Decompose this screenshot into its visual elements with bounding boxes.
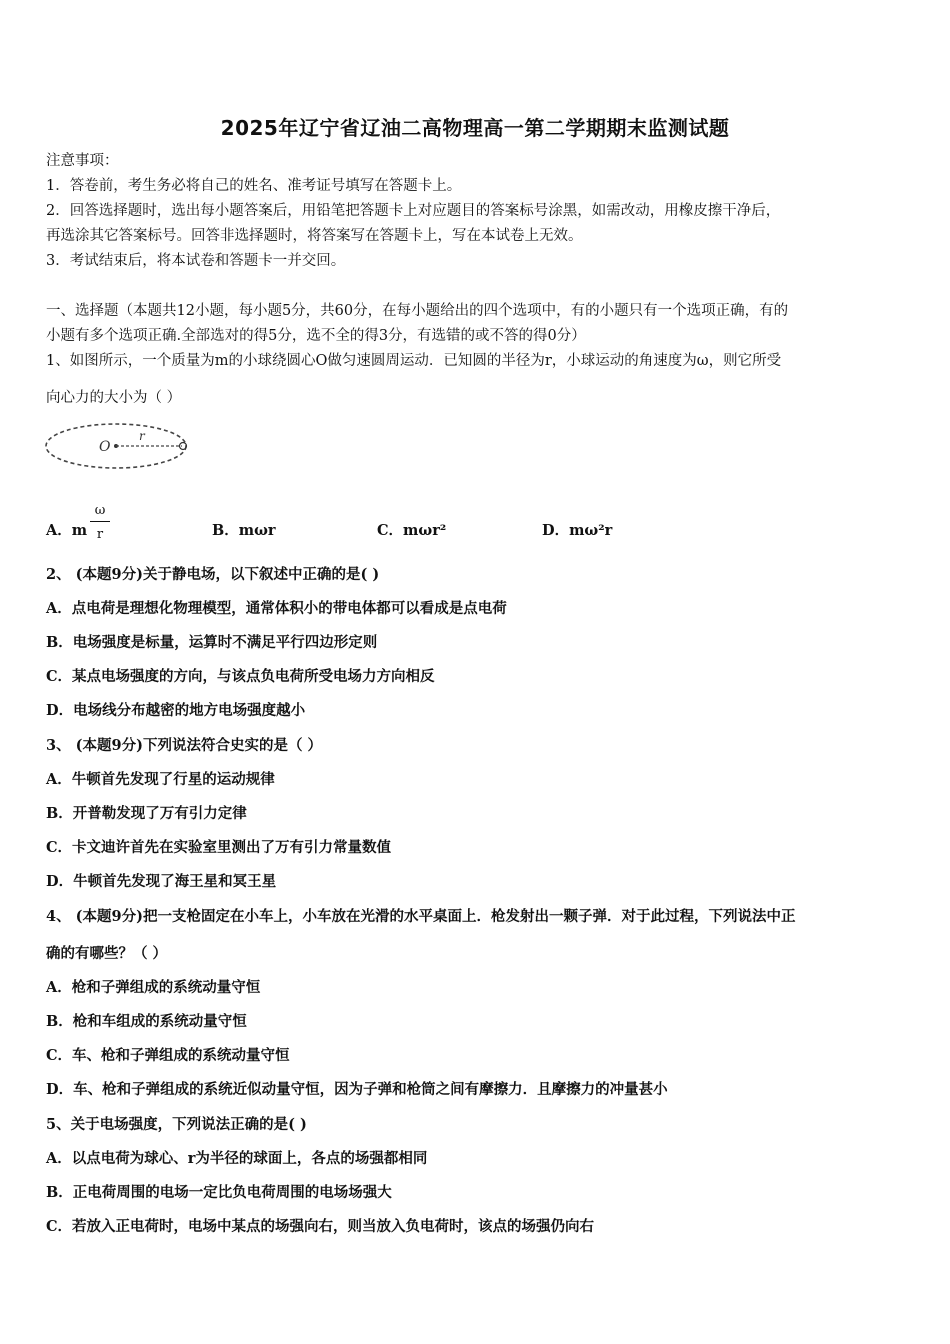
q5-option: A．以点电荷为球心、r为半径的球面上，各点的场强都相同 (46, 1150, 428, 1167)
notice-item: 2．回答选择题时，选出每小题答案后，用铅笔把答题卡上对应题目的答案标号涂黑，如需改动，用橡皮擦干净后， (46, 203, 781, 219)
q2-option: D．电场线分布越密的地方电场强度越小 (46, 702, 306, 719)
q3-option: B．开普勒发现了万有引力定律 (46, 805, 247, 822)
question-2-stem: 2、 (本题9分)关于静电场，以下叙述中正确的是( ) (46, 566, 380, 583)
question-1-stem: 向心力的大小为（ ） (46, 390, 182, 406)
section-header-line: 一、选择题（本题共12小题，每小题5分，共60分，在每小题给出的四个选项中，有的小题只有一个选项正确，有的 (46, 303, 789, 319)
question-4-stem: 4、 (本题9分)把一支枪固定在小车上，小车放在光滑的水平桌面上．枪发射出一颗子弹．对于此过程，下列说法中正 (46, 908, 796, 925)
q2-option: A．点电荷是理想化物理模型，通常体积小的带电体都可以看成是点电荷 (46, 600, 507, 617)
q1-option-a: A．m (46, 522, 88, 539)
q4-option: A．枪和子弹组成的系统动量守恒 (46, 979, 261, 996)
question-1-stem: 1、如图所示，一个质量为m的小球绕圆心O做匀速圆周运动．已知圆的半径为r，小球运动的角速度为ω，则它所受 (46, 353, 782, 369)
q5-option: B．正电荷周围的电场一定比负电荷周围的电场场强大 (46, 1184, 392, 1201)
q2-option: B．电场强度是标量，运算时不满足平行四边形定则 (46, 634, 378, 651)
notice-item: 3．考试结束后，将本试卷和答题卡一并交回。 (46, 253, 346, 269)
notice-item: 再选涂其它答案标号。回答非选择题时，将答案写在答题卡上，写在本试卷上无效。 (46, 228, 583, 244)
question-5-stem: 5、关于电场强度，下列说法正确的是( ) (46, 1116, 307, 1133)
q1-option-d: D．mω²r (542, 522, 613, 539)
fraction-denominator: r (96, 527, 104, 542)
q4-option: B．枪和车组成的系统动量守恒 (46, 1013, 247, 1030)
q2-option: C．某点电场强度的方向，与该点负电荷所受电场力方向相反 (46, 668, 435, 685)
q3-option: D．牛顿首先发现了海王星和冥王星 (46, 873, 277, 890)
question-4-stem: 确的有哪些？（ ） (46, 945, 168, 962)
q4-option: C．车、枪和子弹组成的系统动量守恒 (46, 1047, 290, 1064)
q5-option: C．若放入正电荷时，电场中某点的场强向右，则当放入负电荷时，该点的场强仍向右 (46, 1218, 595, 1235)
q3-option: C．卡文迪许首先在实验室里测出了万有引力常量数值 (46, 839, 392, 856)
fraction-bar (90, 521, 110, 522)
q1-option-c: C．mωr² (377, 522, 447, 539)
notice-heading: 注意事项： (46, 153, 119, 169)
q3-option: A．牛顿首先发现了行星的运动规律 (46, 771, 275, 788)
circular-motion-figure (44, 418, 194, 472)
fraction-numerator: ω (94, 503, 106, 518)
section-header-line: 小题有多个选项正确.全部选对的得5分，选不全的得3分，有选错的或不答的得0分） (46, 328, 586, 344)
notice-item: 1．答卷前，考生务必将自己的姓名、准考证号填写在答题卡上。 (46, 178, 462, 194)
q1-option-b: B．mωr (212, 522, 276, 539)
q4-option: D．车、枪和子弹组成的系统近似动量守恒，因为子弹和枪筒之间有摩擦力．且摩擦力的冲量甚小 (46, 1081, 668, 1098)
page-title: 2025年辽宁省辽油二高物理高一第二学期期末监测试题 (220, 116, 730, 140)
question-3-stem: 3、 (本题9分)下列说法符合史实的是（ ） (46, 737, 322, 754)
center-label: O (99, 439, 111, 455)
radius-label: r (139, 429, 145, 443)
